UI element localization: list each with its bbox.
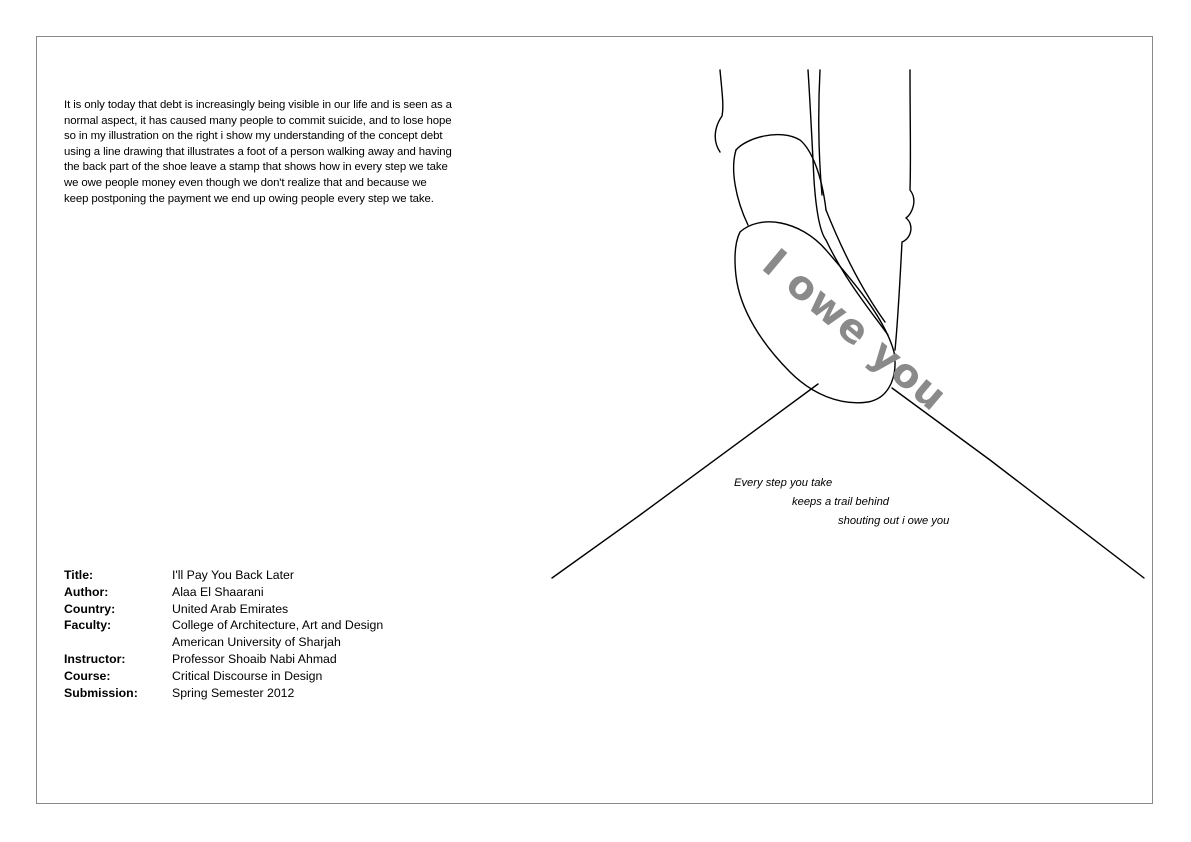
intro-line: using a line drawing that illustrates a foot of a person walking away and having <box>64 145 452 158</box>
credit-row-title <box>64 567 383 584</box>
credit-label: Course: <box>64 668 111 683</box>
sole-stamp-text: I owe you <box>753 240 956 421</box>
shoe-body-left <box>734 150 748 225</box>
trail-line-right <box>892 388 1144 578</box>
credit-label: Country: <box>64 601 116 616</box>
credit-label: Instructor: <box>64 651 126 666</box>
credit-value: I'll Pay You Back Later <box>172 568 294 582</box>
intro-line: normal aspect, it has caused many people to commit suicide, and to lose hope <box>64 114 452 127</box>
trouser-outer-edge <box>715 70 723 152</box>
intro-paragraph <box>64 98 524 207</box>
credit-label-empty <box>64 634 172 651</box>
credit-row-instructor <box>64 651 383 668</box>
credit-row-faculty <box>64 617 383 634</box>
poem-line-2: keeps a trail behind <box>792 496 890 508</box>
credit-value: Alaa El Shaarani <box>172 584 264 599</box>
credit-value: Professor Shoaib Nabi Ahmad <box>172 651 337 666</box>
credit-label: Faculty: <box>64 618 112 633</box>
credit-label: Submission: <box>64 685 138 700</box>
trouser-right-edge <box>895 70 914 350</box>
credit-value: College of Architecture, Art and Design <box>172 618 384 633</box>
credit-row-faculty-continued <box>64 634 383 651</box>
credit-label: Author: <box>64 584 109 599</box>
poem-line-3: shouting out i owe you <box>838 515 950 527</box>
poem-line-1: Every step you take <box>734 477 833 489</box>
credit-row-course <box>64 668 383 685</box>
credit-label: Title: <box>64 568 94 582</box>
credit-value: Critical Discourse in Design <box>172 668 323 683</box>
credits-block <box>64 567 383 701</box>
credit-value: American University of Sharjah <box>172 635 341 650</box>
credit-value: Spring Semester 2012 <box>172 685 295 700</box>
credit-row-submission <box>64 685 383 702</box>
credit-row-country <box>64 601 383 618</box>
intro-line: the back part of the shoe leave a stamp that shows how in every step we take <box>64 161 448 174</box>
intro-line: keep postponing the payment we end up owing people every step we take. <box>64 192 434 205</box>
credit-value: United Arab Emirates <box>172 601 289 616</box>
intro-line: so in my illustration on the right i show my understanding of the concept debt <box>64 130 443 143</box>
intro-line: It is only today that debt is increasingly being visible in our life and is seen as a <box>64 99 452 111</box>
credit-row-author <box>64 584 383 601</box>
intro-line: we owe people money even though we don't realize that and because we <box>64 176 427 189</box>
